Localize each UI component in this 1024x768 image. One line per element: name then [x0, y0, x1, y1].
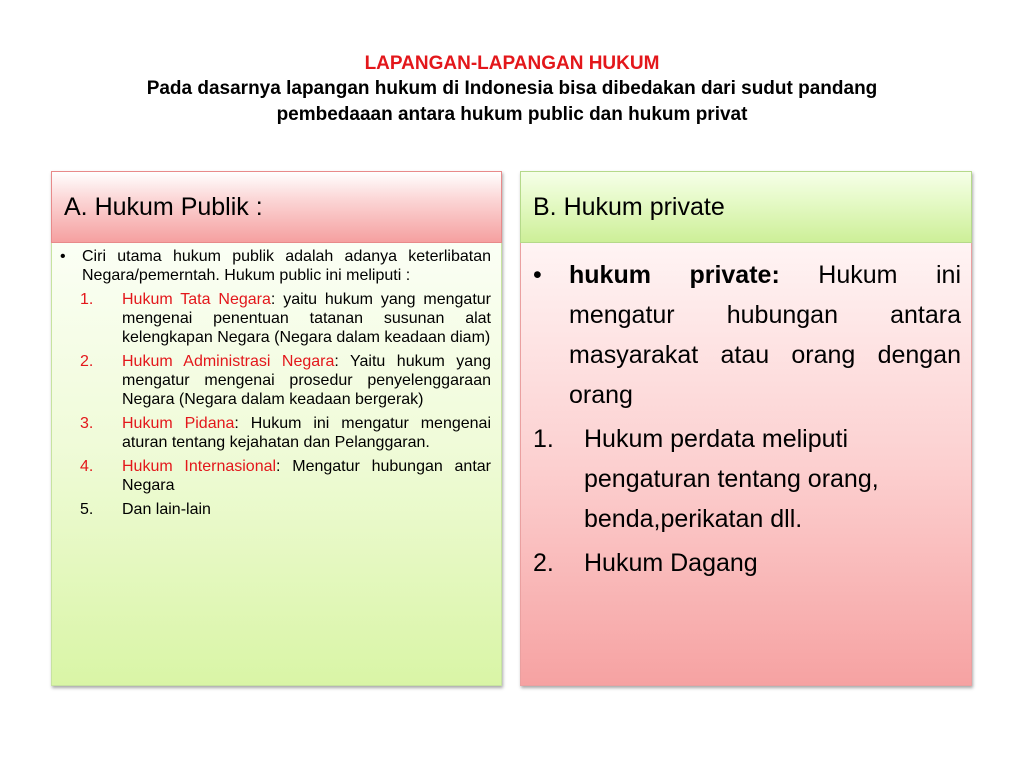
- list-number: 3.: [80, 415, 94, 432]
- list-item: [80, 352, 491, 409]
- list-item-text: Hukum perdata meliputi pengaturan tentang orang, benda,perikatan dll.: [584, 425, 879, 533]
- bullet-term: hukum private:: [569, 261, 780, 289]
- list-number: 1.: [533, 425, 554, 453]
- list-item: [80, 414, 491, 452]
- list-number: 1.: [80, 291, 94, 308]
- bullet-icon: •: [60, 248, 66, 265]
- list-item-text: [122, 352, 491, 409]
- list-term: Hukum Tata Negara: [122, 291, 271, 308]
- list-desc: : Mengatur hubungan antar Negara: [122, 458, 491, 494]
- slide-title: [40, 52, 984, 128]
- list-desc: : Yaitu hukum yang mengatur mengenai prosedur penyelenggaraan Negara (Negara dalam keadaan bergerak): [122, 353, 492, 408]
- bullet-item: [60, 247, 491, 285]
- list-item-text: Hukum Dagang: [584, 549, 758, 577]
- list-item: [80, 290, 491, 347]
- bullet-desc: Hukum ini mengatur hubungan antara masyarakat atau orang dengan orang: [569, 261, 962, 409]
- panel-hukum-private: [520, 171, 972, 686]
- list-number: 2.: [533, 549, 554, 577]
- list-item-text: [122, 457, 491, 495]
- list-number: 5.: [80, 501, 94, 518]
- list-term: Hukum Pidana: [122, 415, 235, 432]
- list-number: 2.: [80, 353, 94, 370]
- list-item-text: [122, 290, 491, 347]
- bullet-icon: •: [533, 261, 542, 289]
- panel-hukum-publik: [51, 171, 502, 686]
- title-main: LAPANGAN-LAPANGAN HUKUM: [364, 53, 660, 74]
- list-desc: Dan lain-lain: [122, 501, 211, 518]
- panel-body-publik: [51, 243, 502, 686]
- list-desc: : Hukum ini mengatur mengenai aturan tentang kejahatan dan Pelanggaran.: [122, 415, 491, 451]
- bullet-text: Ciri utama hukum publik adalah adanya keterlibatan Negara/pemerntah. Hukum public ini meliputi :: [82, 248, 491, 284]
- title-subtitle-line1: Pada dasarnya lapangan hukum di Indonesia bisa dibedakan dari sudut pandang: [146, 78, 878, 99]
- list-item-text: [122, 500, 491, 519]
- list-item: [533, 419, 961, 539]
- list-term: Hukum Administrasi Negara: [122, 353, 335, 370]
- bullet-text: [569, 255, 961, 415]
- panel-header-publik: A. Hukum Publik :: [51, 171, 502, 243]
- list-number: 4.: [80, 458, 94, 475]
- list-item: [80, 500, 491, 519]
- bullet-item: [533, 255, 961, 415]
- title-subtitle-line2: pembedaaan antara hukum public dan hukum privat: [276, 104, 748, 125]
- list-item: [80, 457, 491, 495]
- list-item-text: [122, 414, 491, 452]
- panel-body-private: [520, 243, 972, 686]
- list-term: Hukum Internasional: [122, 458, 277, 475]
- list-desc: : yaitu hukum yang mengatur mengenai penentuan tatanan susunan alat kelengkapan Negara (Negara dalam keadaan diam): [122, 291, 491, 346]
- panel-header-private: B. Hukum private: [520, 171, 972, 243]
- list-item: [533, 543, 961, 583]
